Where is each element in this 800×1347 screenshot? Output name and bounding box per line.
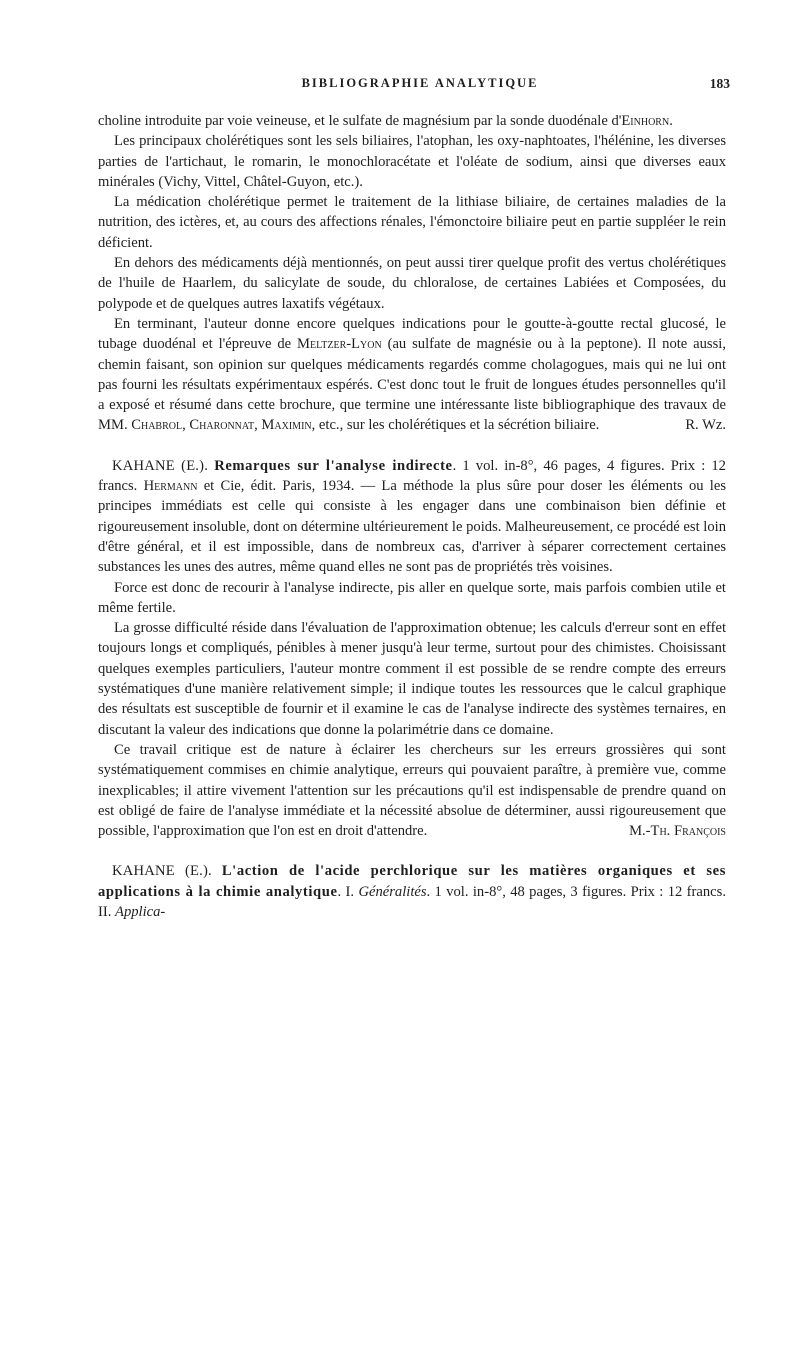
paragraph: Les principaux cholérétiques sont les sels biliaires, l'atophan, les oxy-naphtoates, l'hélénine, les diverses parties de l'artichaut, le romarin, le monochloracétate et l'oléate de sodium, ainsi que diverses eaux minérales (Vichy, Vittel, Châtel-Guyon, etc.). [98, 133, 726, 190]
review-author: KAHANE (E.). [112, 457, 209, 474]
paragraph: Ce travail critique est de nature à éclairer les chercheurs sur les erreurs grossières qui sont systématiquement commises en chimie analytique, erreurs qui pouvaient paraître, à première vue, comme inexplicables; il attire vivement l'attention sur les précautions qu'il est indispensable de prendre quand on est obligé de faire de l'analyse immédiate et la nécessité absolue de déterminer, aussi rigoureusement que possible, l'approximation que l'on est en droit d'attendre. M.-Th. François [98, 740, 726, 841]
page-number: 183 [709, 76, 730, 91]
page-header [110, 76, 730, 96]
page-body [98, 111, 726, 922]
paragraph: choline introduite par voie veineuse, et le sulfate de magnésium par la sonde duodénale d'Einhorn. [98, 113, 673, 129]
part-title: Applica- [115, 903, 166, 920]
review-continued [98, 111, 726, 436]
review-entry [98, 456, 726, 842]
paragraph: La grosse difficulté réside dans l'évaluation de l'approximation obtenue; les calculs d'erreur sont en effet toujours longs et compliqués, pénibles à mener jusqu'à leur terme, surtout pour des chimistes. Choisissant quelques exemples particuliers, l'auteur montre comment il est possible de se rendre compte des erreurs systématiques d'une manière relativement simple; il indique toutes les ressources que le calcul graphique des résultats est susceptible de fournir et il examine le cas de l'analyse indirecte des systèmes ternaires, en discutant la valeur des indications que donne la polarimétrie dans ce domaine. [98, 620, 726, 738]
review-entry [98, 861, 726, 922]
reviewer-signature: M.-Th. François [629, 823, 726, 840]
review-heading: KAHANE (E.). Remarques sur l'analyse indirecte. 1 vol. in-8°, 46 pages, 4 figures. Prix : 12 francs. Hermann et Cie, édit. Paris, 1934. — La méthode la plus sûre pour doser les éléments ou les principes immédiats est celle qui consiste à les engager dans une combinaison bien définie et rigoureusement insoluble, dont on détermine ultérieurement le poids. Malheureusement, ce procédé est loin d'être général, et il est impossible, dans de nombreux cas, d'arriver à séparer correctement certaines substances les unes des autres, même quand elles ne sont pas de propriétés très voisines. [98, 457, 726, 576]
review-heading: KAHANE (E.). L'action de l'acide perchlorique sur les matières organiques et ses applications à la chimie analytique. I. Généralités. 1 vol. in-8°, 48 pages, 3 figures. Prix : 12 francs. II. Applica- [98, 863, 726, 920]
cited-name: Einhorn [621, 113, 670, 129]
paragraph: En terminant, l'auteur donne encore quelques indications pour le goutte-à-goutte rectal glucosé, le tubage duodénal et l'épreuve de Meltzer-Lyon (au sulfate de magnésie ou à la peptone). Il note aussi, chemin faisant, son opinion sur quelques médicaments regardés comme cholagogues, mais qui ne lui ont pas fourni les résultats expérimentaux espérés. C'est donc tout le fruit de longues études personnelles qu'il a exposé et résumé dans cette brochure, que termine une intéressante liste bibliographique des travaux de MM. Chabrol, Charonnat, Maximin, etc., sur les cholérétiques et la sécrétion biliaire. R. Wz. [98, 314, 726, 436]
reviewer-signature: R. Wz. [685, 417, 726, 434]
review-author: KAHANE (E.). [112, 863, 212, 880]
review-title: Remarques sur l'analyse indirecte [214, 457, 453, 474]
cited-names: Chabrol, Charonnat, Maximin [131, 417, 312, 434]
running-title: BIBLIOGRAPHIE ANALYTIQUE [301, 76, 539, 90]
paragraph: En dehors des médicaments déjà mentionnés, on peut aussi tirer quelque profit des vertus cholérétiques de l'huile de Haarlem, du salicylate de soude, du chloralose, de certaines Labiées et Composées, du polypode et de quelques autres laxatifs végétaux. [98, 255, 726, 312]
publisher-name: Hermann [143, 478, 198, 495]
cited-name: Meltzer-Lyon [296, 336, 382, 353]
paragraph: La médication cholérétique permet le traitement de la lithiase biliaire, de certaines maladies de la nutrition, des ictères, et, au cours des affections rénales, l'émonctoire biliaire peut en partie suppléer le rein déficient. [98, 194, 726, 251]
part-title: Généralités [358, 883, 427, 900]
paragraph: Force est donc de recourir à l'analyse indirecte, pis aller en quelque sorte, mais parfois combien utile et même fertile. [98, 579, 726, 616]
review-title: L'action de l'acide perchlorique sur les matières organiques et ses applications à la chimie analytique [98, 863, 726, 900]
